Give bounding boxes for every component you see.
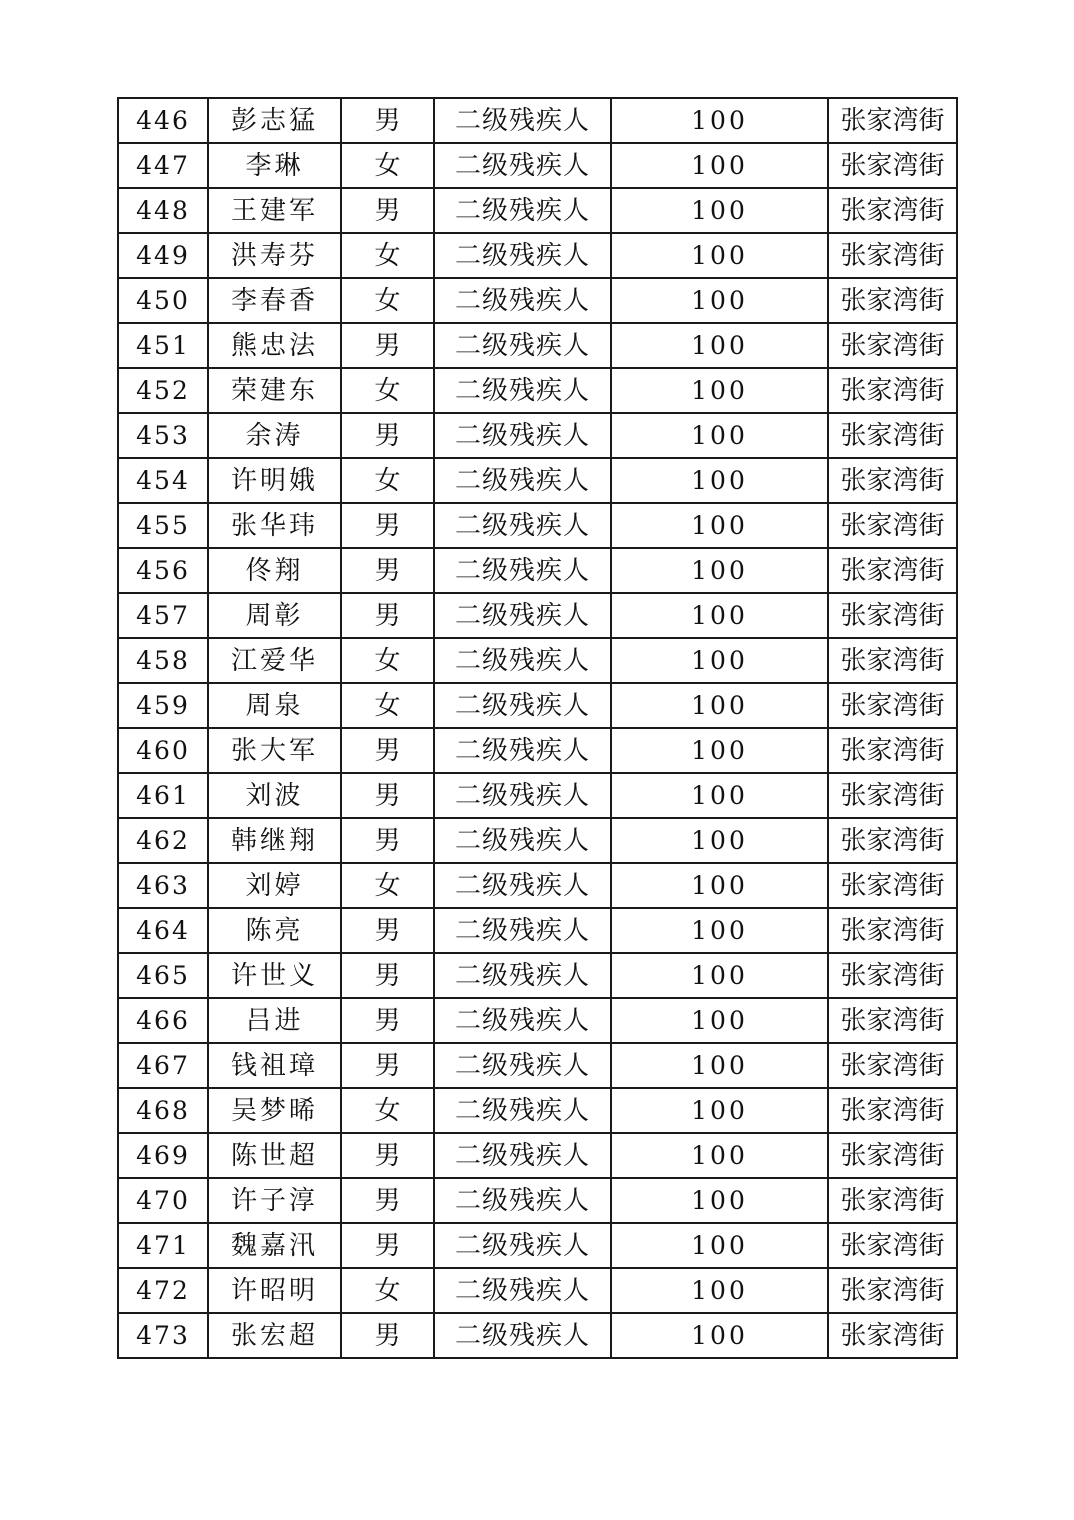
table-row (118, 1043, 957, 1088)
street-cell: 张家湾街 (828, 773, 957, 818)
table-row (118, 1313, 957, 1358)
name-cell: 李琳 (208, 143, 341, 188)
table-row (118, 683, 957, 728)
amount-cell: 100 (611, 998, 828, 1043)
street-cell: 张家湾街 (828, 683, 957, 728)
gender-cell: 女 (341, 683, 434, 728)
row-number-cell: 472 (118, 1268, 208, 1313)
row-number-cell: 453 (118, 413, 208, 458)
street-cell: 张家湾街 (828, 1268, 957, 1313)
street-cell: 张家湾街 (828, 278, 957, 323)
table-row (118, 278, 957, 323)
disability-level-cell: 二级残疾人 (434, 728, 611, 773)
row-number-cell: 454 (118, 458, 208, 503)
disability-level-cell: 二级残疾人 (434, 1313, 611, 1358)
table-row (118, 503, 957, 548)
gender-cell: 男 (341, 953, 434, 998)
gender-cell: 男 (341, 908, 434, 953)
table-row (118, 863, 957, 908)
street-cell: 张家湾街 (828, 998, 957, 1043)
name-cell: 余涛 (208, 413, 341, 458)
row-number-cell: 447 (118, 143, 208, 188)
amount-cell: 100 (611, 593, 828, 638)
table-row (118, 458, 957, 503)
row-number-cell: 446 (118, 98, 208, 143)
disability-level-cell: 二级残疾人 (434, 458, 611, 503)
disability-level-cell: 二级残疾人 (434, 1133, 611, 1178)
gender-cell: 女 (341, 1268, 434, 1313)
table-row (118, 1268, 957, 1313)
amount-cell: 100 (611, 323, 828, 368)
disability-level-cell: 二级残疾人 (434, 1268, 611, 1313)
row-number-cell: 468 (118, 1088, 208, 1133)
row-number-cell: 462 (118, 818, 208, 863)
gender-cell: 男 (341, 728, 434, 773)
gender-cell: 男 (341, 413, 434, 458)
amount-cell: 100 (611, 863, 828, 908)
gender-cell: 男 (341, 1133, 434, 1178)
gender-cell: 女 (341, 458, 434, 503)
row-number-cell: 465 (118, 953, 208, 998)
gender-cell: 女 (341, 638, 434, 683)
amount-cell: 100 (611, 1313, 828, 1358)
disability-level-cell: 二级残疾人 (434, 413, 611, 458)
row-number-cell: 457 (118, 593, 208, 638)
name-cell: 陈世超 (208, 1133, 341, 1178)
amount-cell: 100 (611, 188, 828, 233)
row-number-cell: 452 (118, 368, 208, 413)
name-cell: 许昭明 (208, 1268, 341, 1313)
amount-cell: 100 (611, 278, 828, 323)
row-number-cell: 461 (118, 773, 208, 818)
amount-cell: 100 (611, 1268, 828, 1313)
table-row (118, 413, 957, 458)
name-cell: 许世义 (208, 953, 341, 998)
table-row (118, 728, 957, 773)
amount-cell: 100 (611, 458, 828, 503)
gender-cell: 男 (341, 1223, 434, 1268)
name-cell: 李春香 (208, 278, 341, 323)
row-number-cell: 469 (118, 1133, 208, 1178)
amount-cell: 100 (611, 413, 828, 458)
disability-level-cell: 二级残疾人 (434, 683, 611, 728)
name-cell: 彭志猛 (208, 98, 341, 143)
name-cell: 张华玮 (208, 503, 341, 548)
table-row (118, 593, 957, 638)
table-row (118, 548, 957, 593)
name-cell: 陈亮 (208, 908, 341, 953)
amount-cell: 100 (611, 1088, 828, 1133)
disability-level-cell: 二级残疾人 (434, 908, 611, 953)
disability-level-cell: 二级残疾人 (434, 953, 611, 998)
disability-level-cell: 二级残疾人 (434, 98, 611, 143)
name-cell: 刘婷 (208, 863, 341, 908)
street-cell: 张家湾街 (828, 863, 957, 908)
row-number-cell: 473 (118, 1313, 208, 1358)
amount-cell: 100 (611, 1223, 828, 1268)
disability-level-cell: 二级残疾人 (434, 368, 611, 413)
street-cell: 张家湾街 (828, 323, 957, 368)
street-cell: 张家湾街 (828, 818, 957, 863)
amount-cell: 100 (611, 503, 828, 548)
name-cell: 许明娥 (208, 458, 341, 503)
row-number-cell: 471 (118, 1223, 208, 1268)
row-number-cell: 449 (118, 233, 208, 278)
name-cell: 吕进 (208, 998, 341, 1043)
name-cell: 张宏超 (208, 1313, 341, 1358)
row-number-cell: 459 (118, 683, 208, 728)
table-row (118, 323, 957, 368)
disability-level-cell: 二级残疾人 (434, 503, 611, 548)
gender-cell: 男 (341, 1313, 434, 1358)
table-row (118, 1133, 957, 1178)
table-row (118, 953, 957, 998)
gender-cell: 男 (341, 773, 434, 818)
gender-cell: 女 (341, 233, 434, 278)
gender-cell: 男 (341, 188, 434, 233)
disability-level-cell: 二级残疾人 (434, 638, 611, 683)
street-cell: 张家湾街 (828, 1178, 957, 1223)
amount-cell: 100 (611, 143, 828, 188)
amount-cell: 100 (611, 548, 828, 593)
table-row (118, 368, 957, 413)
name-cell: 熊忠法 (208, 323, 341, 368)
name-cell: 佟翔 (208, 548, 341, 593)
table-row (118, 1178, 957, 1223)
disability-level-cell: 二级残疾人 (434, 548, 611, 593)
name-cell: 王建军 (208, 188, 341, 233)
disability-level-cell: 二级残疾人 (434, 593, 611, 638)
name-cell: 韩继翔 (208, 818, 341, 863)
gender-cell: 男 (341, 548, 434, 593)
disability-level-cell: 二级残疾人 (434, 233, 611, 278)
table-row (118, 773, 957, 818)
street-cell: 张家湾街 (828, 458, 957, 503)
disability-level-cell: 二级残疾人 (434, 188, 611, 233)
street-cell: 张家湾街 (828, 953, 957, 998)
street-cell: 张家湾街 (828, 98, 957, 143)
table-row (118, 908, 957, 953)
street-cell: 张家湾街 (828, 233, 957, 278)
amount-cell: 100 (611, 233, 828, 278)
amount-cell: 100 (611, 1178, 828, 1223)
table-row (118, 1223, 957, 1268)
street-cell: 张家湾街 (828, 503, 957, 548)
amount-cell: 100 (611, 728, 828, 773)
amount-cell: 100 (611, 818, 828, 863)
street-cell: 张家湾街 (828, 1133, 957, 1178)
disability-level-cell: 二级残疾人 (434, 1178, 611, 1223)
gender-cell: 男 (341, 1178, 434, 1223)
street-cell: 张家湾街 (828, 188, 957, 233)
amount-cell: 100 (611, 98, 828, 143)
disability-level-cell: 二级残疾人 (434, 1223, 611, 1268)
row-number-cell: 455 (118, 503, 208, 548)
name-cell: 周泉 (208, 683, 341, 728)
name-cell: 钱祖璋 (208, 1043, 341, 1088)
row-number-cell: 458 (118, 638, 208, 683)
street-cell: 张家湾街 (828, 908, 957, 953)
table-row (118, 233, 957, 278)
gender-cell: 男 (341, 998, 434, 1043)
name-cell: 刘波 (208, 773, 341, 818)
name-cell: 洪寿芬 (208, 233, 341, 278)
disability-level-cell: 二级残疾人 (434, 1043, 611, 1088)
table-row (118, 188, 957, 233)
gender-cell: 女 (341, 1088, 434, 1133)
table-row (118, 1088, 957, 1133)
table-row (118, 998, 957, 1043)
disability-level-cell: 二级残疾人 (434, 818, 611, 863)
gender-cell: 女 (341, 863, 434, 908)
row-number-cell: 470 (118, 1178, 208, 1223)
beneficiary-table (117, 97, 958, 1359)
gender-cell: 男 (341, 593, 434, 638)
amount-cell: 100 (611, 773, 828, 818)
name-cell: 江爱华 (208, 638, 341, 683)
disability-level-cell: 二级残疾人 (434, 863, 611, 908)
amount-cell: 100 (611, 1043, 828, 1088)
name-cell: 许子淳 (208, 1178, 341, 1223)
row-number-cell: 466 (118, 998, 208, 1043)
row-number-cell: 451 (118, 323, 208, 368)
table-body (118, 98, 957, 1358)
table-row (118, 98, 957, 143)
gender-cell: 男 (341, 1043, 434, 1088)
disability-level-cell: 二级残疾人 (434, 1088, 611, 1133)
street-cell: 张家湾街 (828, 368, 957, 413)
row-number-cell: 450 (118, 278, 208, 323)
table-row (118, 818, 957, 863)
street-cell: 张家湾街 (828, 1313, 957, 1358)
gender-cell: 女 (341, 278, 434, 323)
table-row (118, 143, 957, 188)
gender-cell: 男 (341, 503, 434, 548)
street-cell: 张家湾街 (828, 638, 957, 683)
disability-level-cell: 二级残疾人 (434, 773, 611, 818)
street-cell: 张家湾街 (828, 593, 957, 638)
street-cell: 张家湾街 (828, 1088, 957, 1133)
name-cell: 吴梦晞 (208, 1088, 341, 1133)
row-number-cell: 448 (118, 188, 208, 233)
disability-level-cell: 二级残疾人 (434, 998, 611, 1043)
row-number-cell: 460 (118, 728, 208, 773)
amount-cell: 100 (611, 953, 828, 998)
gender-cell: 男 (341, 818, 434, 863)
amount-cell: 100 (611, 908, 828, 953)
row-number-cell: 464 (118, 908, 208, 953)
street-cell: 张家湾街 (828, 728, 957, 773)
street-cell: 张家湾街 (828, 1223, 957, 1268)
street-cell: 张家湾街 (828, 413, 957, 458)
amount-cell: 100 (611, 683, 828, 728)
row-number-cell: 463 (118, 863, 208, 908)
street-cell: 张家湾街 (828, 548, 957, 593)
name-cell: 魏嘉汛 (208, 1223, 341, 1268)
gender-cell: 男 (341, 323, 434, 368)
disability-level-cell: 二级残疾人 (434, 143, 611, 188)
table-row (118, 638, 957, 683)
street-cell: 张家湾街 (828, 143, 957, 188)
gender-cell: 女 (341, 143, 434, 188)
name-cell: 荣建东 (208, 368, 341, 413)
amount-cell: 100 (611, 368, 828, 413)
amount-cell: 100 (611, 1133, 828, 1178)
row-number-cell: 456 (118, 548, 208, 593)
street-cell: 张家湾街 (828, 1043, 957, 1088)
disability-level-cell: 二级残疾人 (434, 323, 611, 368)
gender-cell: 男 (341, 98, 434, 143)
gender-cell: 女 (341, 368, 434, 413)
name-cell: 张大军 (208, 728, 341, 773)
disability-level-cell: 二级残疾人 (434, 278, 611, 323)
amount-cell: 100 (611, 638, 828, 683)
name-cell: 周彰 (208, 593, 341, 638)
row-number-cell: 467 (118, 1043, 208, 1088)
